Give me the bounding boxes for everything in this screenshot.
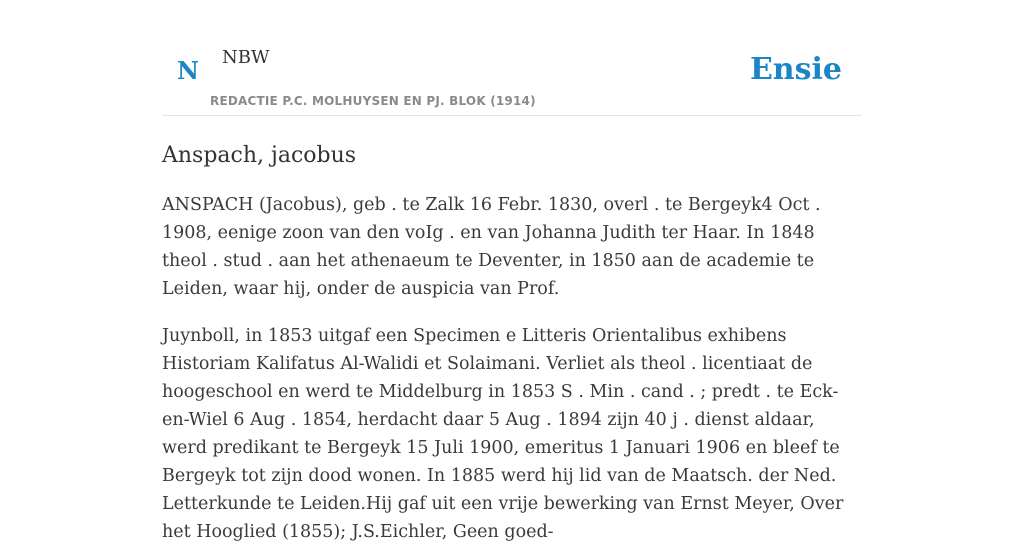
article-paragraph: Juynboll, in 1853 uitgaf een Specimen e Litteris Orientalibus exhibens Historiam Kalifatus Al-Walidi et Solaimani. Verliet als theol . licentiaat de hoogeschool en werd te Middelburg in 1853 S . Min . cand . ; predt . te Eck-en-Wiel 6 Aug . 1854, herdacht daar 5 Aug . 1894 zijn 40 j . dienst aldaar, werd predikant te Bergeyk 15 Juli 1900, emeritus 1 Januari 1906 en bleef te Bergeyk tot zijn dood wonen. In 1885 werd hij lid van de Maatsch. der Ned. Letterkunde te Leiden.Hij gaf uit een vrije bewerking van Ernst Meyer, Over het Hooglied (1855); J.S.Eichler, Geen goed-	[162, 326, 844, 542]
content-container	[162, 0, 862, 546]
article-paragraph: ANSPACH (Jacobus), geb . te Zalk 16 Febr. 1830, overl . te Bergeyk4 Oct . 1908, eenige zoon van den voIg . en van Johanna Judith ter Haar. In 1848 theol . stud . aan het athenaeum te Deventer, in 1850 aan de academie te Leiden, waar hij, onder de auspicia van Prof.	[162, 195, 821, 299]
article	[162, 140, 862, 546]
article-title: Anspach, jacobus	[162, 143, 357, 168]
editors-line: REDACTIE P.C. MOLHUYSEN EN PJ. BLOK (1914)	[210, 94, 536, 108]
site-header	[162, 0, 862, 116]
publication-logo[interactable]: N	[177, 56, 199, 85]
brand-logo[interactable]: Ensie	[749, 52, 842, 87]
publication-name: NBW	[222, 47, 270, 68]
